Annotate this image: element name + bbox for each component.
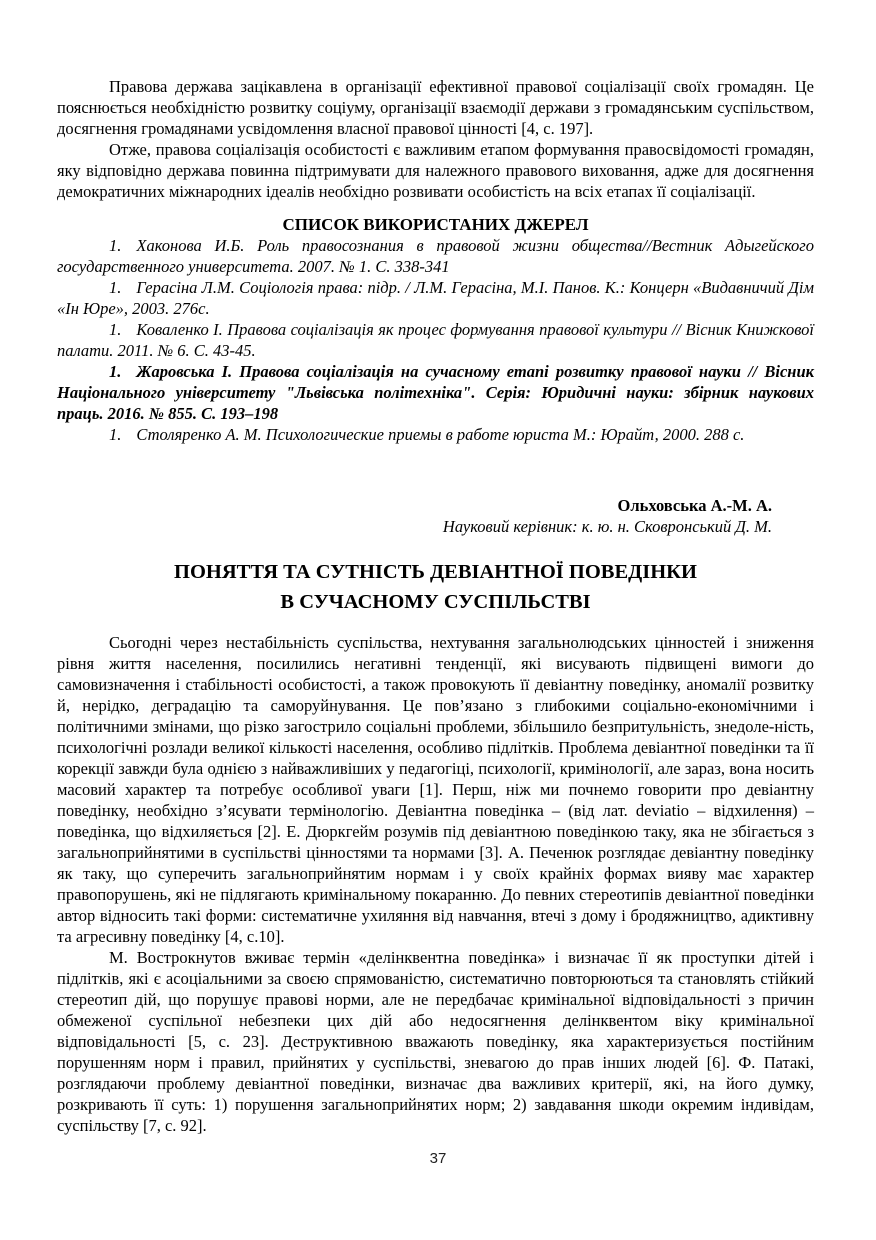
article-body [57,632,814,1136]
text-column [57,76,814,1136]
reference-number: 1. [109,362,122,381]
reference-number: 1. [109,278,122,297]
reference-item [57,424,814,445]
intro-paragraph-1: Правова держава зацікавлена в організації ефективної правової соціалізації своїх громадян. Це пояснюється необхідністю розвитку соціуму, організації взаємодії держави з громадянським суспільством, досягнення громадянами усвідомлення власної правової цінності [4, с. 197]. [57,77,814,138]
reference-number: 1. [109,320,122,339]
reference-text: Жаровська І. Правова соціалізація на сучасному етапі розвитку правової науки // Вісник Національного університету "Львівська політехніка". Серія: Юридичні науки: збірник наукових праць. 2016. № 855. С. 193–198 [57,362,814,423]
byline [57,495,814,537]
page-number: 37 [429,1150,447,1167]
article-paragraph-2: М. Вострокнутов вживає термін «делінквентна поведінка» і визначає її як проступки дітей і підлітків, які є асоціальними за своєю спрямованістю, систематично повторюються та становлять стійкий стереотип дій, що порушує правові норми, але не передбачає кримінальної відповідальності з причин обмеженої суспільної небезпеки цих дій або недосягнення делінквентом віку кримінальної відповідальності [5, с. 23]. Деструктивною вважають поведінку, яка характеризується постійним порушенням норм і правил, прийнятих у суспільстві, зневагою до прав інших людей [6]. Ф. Патакі, розглядаючи проблему девіантної поведінки, визначає два важливих критерії, які, на його думку, розкривають її суть: 1) порушення загальноприйнятих норм; 2) завдавання шкоди окремим індивідам, суспільству [7, с. 92]. [57,948,814,1135]
reference-text: Герасіна Л.М. Соціологія права: підр. / Л.М. Герасіна, М.І. Панов. К.: Концерн «Видавничий Дім «Ін Юре», 2003. 276с. [57,278,814,318]
reference-item [57,361,814,424]
reference-text: Коваленко І. Правова соціалізація як процес формування правової культури // Вісник Книжкової палати. 2011. № 6. С. 43-45. [57,320,814,360]
reference-item [57,277,814,319]
article-title-line: В СУЧАСНОМУ СУСПІЛЬСТВІ [280,591,591,613]
reference-text: Столяренко А. М. Психологические приемы в работе юриста М.: Юрайт, 2000. 288 с. [136,425,745,444]
reference-item [57,235,814,277]
article-title [57,557,814,617]
reference-item [57,319,814,361]
author-name: Ольховська А.-М. А. [617,496,772,515]
article-paragraph-1: Сьогодні через нестабільність суспільства, нехтування загальнолюдських цінностей і зниження рівня життя населення, посилились негативні тенденції, які висувають підвищені вимоги до самовизначення і стабільності особистості, а також провокують її девіантну поведінку, аномалії розвитку й, нерідко, деградацію та саморуйнування. Це пов’язано з глибокими соціально-економічними і політичними змінами, що різко загострило соціальні проблеми, збільшило безпритульність, знедоле-ність, психологічні розлади великої кількості населення, особливо підлітків. Проблема девіантної поведінки та її корекції завжди була однією з найважливіших у педагогіці, психології, кримінології, але зараз, вона носить масовий характер та потребує особливої уваги [1]. Перш, ніж ми почнемо говорити про девіантну поведінку, необхідно з’ясувати термінологію. Девіантна поведінка – (від лат. deviatio – відхилення) – поведінка, що відхиляється [2]. Е. Дюркгейм розумів під девіантною поведінкою таку, яка не збігається з загальноприйнятими в суспільстві цінностями та нормами [3]. А. Печенюк розглядає девіантну поведінку як таку, що суперечить загальноприйнятим нормам і у своїх крайніх формах вияву має характер правопорушень, які не підлягають кримінальному покаранню. До певних стереотипів девіантної поведінки автор відносить такі форми: систематичне ухиляння від навчання, втечі з дому і бродяжництво, адиктивну та агресивну поведінку [4, с.10]. [57,633,814,946]
references-heading: СПИСОК ВИКОРИСТАНИХ ДЖЕРЕЛ [282,215,589,234]
article-title-line: ПОНЯТТЯ ТА СУТНІСТЬ ДЕВІАНТНОЇ ПОВЕДІНКИ [174,561,697,583]
reference-number: 1. [109,425,122,444]
intro-paragraph-2: Отже, правова соціалізація особистості є важливим етапом формування правосвідомості громадян, яку відповідно держава повинна підтримувати для належного правового виховання, адже для досягнення демократичних міжнародних ідеалів необхідно розвивати особистість на всіх етапах її соціалізації. [57,140,814,201]
reference-text: Хаконова И.Б. Роль правосознания в правовой жизни общества//Вестник Адыгейского государственного университета. 2007. № 1. С. 338-341 [57,236,814,276]
supervisor-line: Науковий керівник: к. ю. н. Сковронський Д. М. [442,517,772,536]
reference-number: 1. [109,236,122,255]
